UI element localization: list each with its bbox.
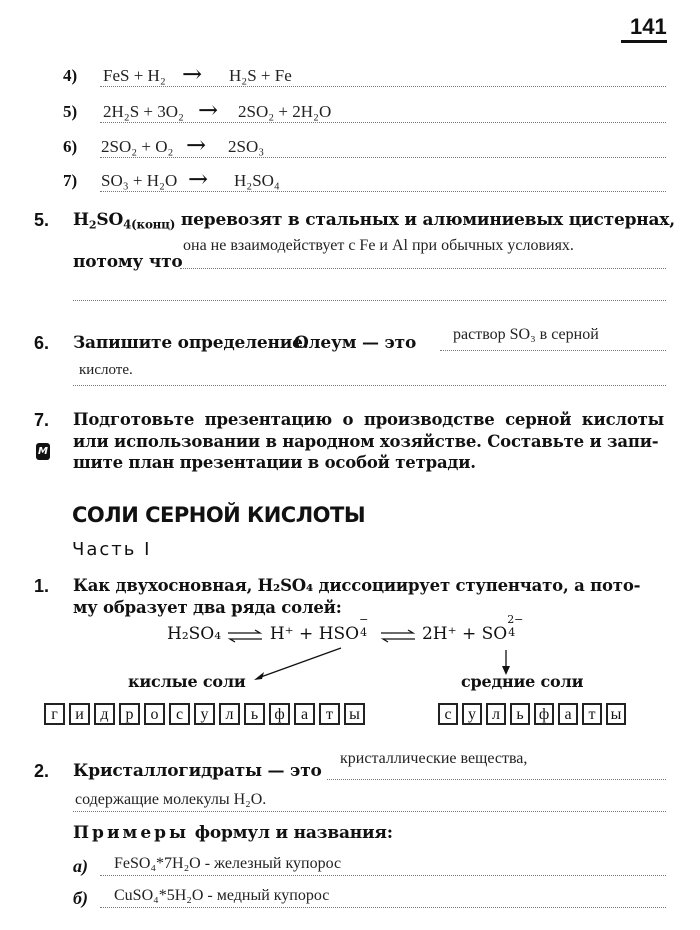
letter-cell[interactable]: л [486,703,506,725]
formula: $H_2SO_{4(конц)}$ [73,210,176,232]
normal-salts-label: средние соли [461,672,584,691]
example-label: б) [73,888,88,908]
page-number: 141 [630,14,667,39]
letter-cell[interactable]: ы [344,703,365,725]
normal-salts-cells [438,703,630,725]
letter-cell[interactable]: ы [606,703,626,725]
task5-text: перевозят в стальных и алюминиевых цистернах, [180,210,675,230]
question-number: 1. [34,576,50,596]
reaction-rhs: H₂SO₄ [234,171,280,190]
letter-cell[interactable]: у [462,703,482,725]
reaction-lhs: SO₃ + H₂O [101,171,178,190]
arrow-icon: → [186,131,207,159]
question-number: 2. [34,761,50,781]
answer-line [73,811,666,812]
task-number: 7. [34,410,50,430]
dissociation-equation: H₂SO₄ H⁺ + HSO − 4 2H⁺ + SO 2− 4 [167,613,524,644]
task6-text: Запишите определение. [73,333,309,353]
example-value[interactable]: FeSO₄*7H₂O - железный купорос [114,855,342,872]
acid-salts-label: кислые соли [128,672,246,691]
reaction-label: 4) [63,66,78,85]
task7-line1: Подготовьте презентацию о производстве серной кислоты [73,410,665,429]
letter-cell[interactable]: у [194,703,215,725]
arrow-icon: → [198,96,219,124]
task6-answer-line1[interactable]: раствор SO₃ в серной [453,326,599,343]
section-heading: СОЛИ СЕРНОЙ КИСЛОТЫ [72,503,366,527]
reaction-rhs: 2SO₂ + 2H₂O [238,102,332,121]
letter-cell[interactable]: г [44,703,65,725]
q2-answer-line1[interactable]: кристаллические вещества, [340,750,528,767]
letter-cell[interactable]: и [69,703,90,725]
eq-part-a: H₂SO₄ [167,624,222,644]
letter-cell[interactable]: ь [510,703,530,725]
task-number: 5. [34,210,50,230]
crystallohydrates-term: Кристаллогидраты — это [73,761,322,781]
eq-part-c: 2H⁺ + SO [421,624,508,644]
task7-line2: или использовании в народном хозяйстве. Составьте и запи- [73,432,659,451]
arrow-icon: → [188,165,209,193]
multimedia-icon: М [36,443,50,460]
q1-line1: Как двухосновная, H₂SO₄ диссоциирует ступенчато, а пото- [73,576,641,595]
letter-cell[interactable]: о [144,703,165,725]
letter-cell[interactable]: д [94,703,115,725]
letter-cell[interactable]: а [558,703,578,725]
task-number: 6. [34,333,50,353]
answer-line [327,779,666,780]
reaction-lhs: FeS + H₂ [103,66,166,85]
example-label: а) [73,856,88,876]
task6-answer-line2[interactable]: кислоте. [79,362,133,378]
answer-line [100,907,666,908]
reaction-label: 6) [63,137,78,156]
reaction-label: 5) [63,102,78,121]
letter-cell[interactable]: т [582,703,602,725]
reaction-lhs: 2SO₂ + O₂ [101,137,174,156]
oleum-term: Олеум — это [294,333,417,353]
answer-line [100,875,666,876]
because-label: потому что [73,252,183,272]
part-label: Часть I [72,539,152,560]
reaction-label: 7) [63,171,78,190]
letter-cell[interactable]: ь [244,703,265,725]
letter-cell[interactable]: р [119,703,140,725]
q1-line2: му образует два ряда солей: [73,598,342,617]
task5-answer[interactable]: она не взаимодействует с Fe и Al при обычных условиях. [183,237,574,254]
letter-cell[interactable]: с [438,703,458,725]
q2-answer-line2[interactable]: содержащие молекулы H₂O. [75,791,267,808]
example-value[interactable]: CuSO₄*5H₂O - медный купорос [114,887,330,904]
reaction-rhs: H₂S + Fe [229,66,292,85]
arrow-icon: → [182,60,203,88]
acid-salts-cells [44,703,369,725]
reaction-rhs: 2SO₃ [228,137,265,156]
arrow-to-acid-salts [254,648,341,680]
letter-cell[interactable]: ф [534,703,554,725]
reaction-lhs: 2H₂S + 3O₂ [103,102,184,121]
letter-cell[interactable]: ф [269,703,290,725]
letter-cell[interactable]: а [294,703,315,725]
eq-part-b: H⁺ + HSO [269,624,360,644]
task7-line3: шите план презентации в особой тетради. [73,453,476,472]
letter-cell[interactable]: с [169,703,190,725]
letter-cell[interactable]: л [219,703,240,725]
letter-cell[interactable]: т [319,703,340,725]
examples-heading: Примеры формул и названия: [73,823,393,843]
